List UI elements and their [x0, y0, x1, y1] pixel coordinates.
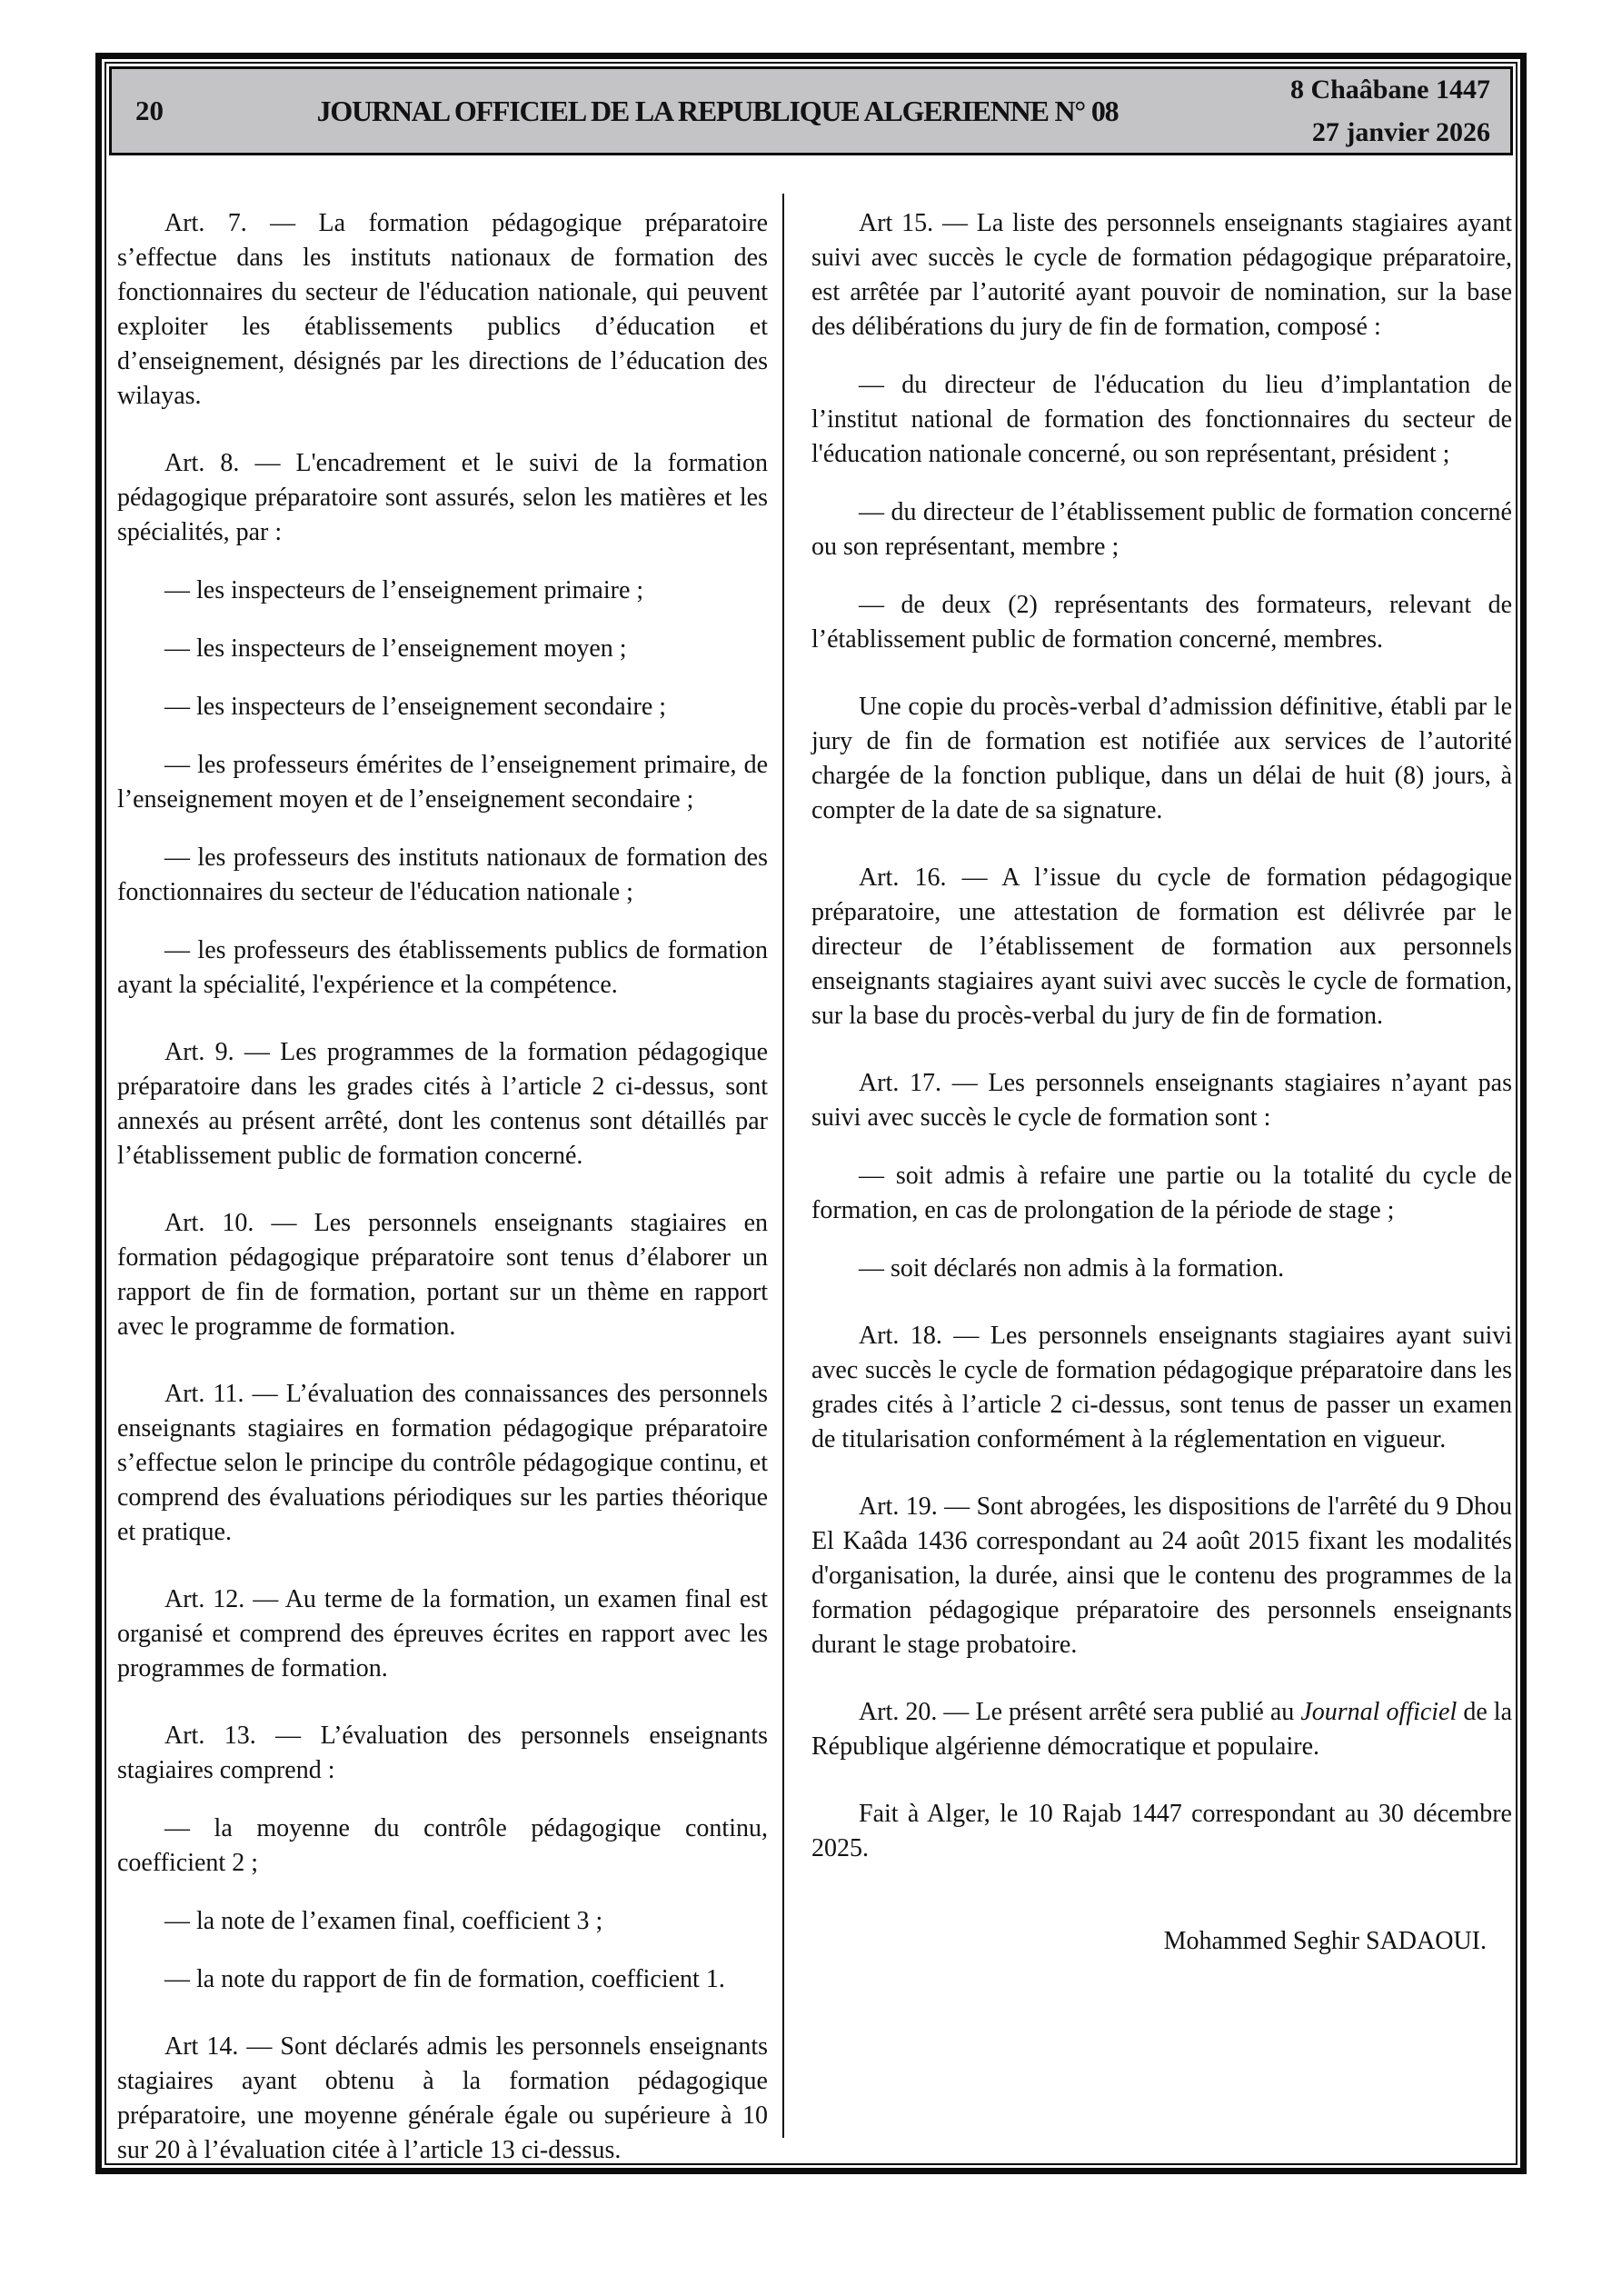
list-item: — les professeurs émérites de l’enseignement primaire, de l’enseignement moyen et de l’enseignement secondaire ;	[117, 751, 768, 814]
page-frame	[95, 53, 1527, 2174]
list-item: — les inspecteurs de l’enseignement primaire ;	[164, 576, 644, 604]
list-item: — les professeurs des établissements publics de formation ayant la spécialité, l'expérience et la compétence.	[117, 936, 768, 999]
article-20-text: Art. 20. — Le présent arrêté sera publié au	[859, 1698, 1301, 1726]
paragraph-fait-a-alger: Fait à Alger, le 10 Rajab 1447 correspondant au 30 décembre 2025.	[811, 1800, 1512, 1862]
article-16: Art. 16. — A l’issue du cycle de formation pédagogique préparatoire, une attestation de formation est délivrée par le directeur de l’établissement de formation aux personnels enseignants stagiaires ayant suivi avec succès le cycle de formation, sur la base du procès-verbal du jury de fin de formation.	[811, 863, 1512, 1030]
list-item: — les professeurs des instituts nationaux de formation des fonctionnaires du secteur de l'éducation nationale ;	[117, 844, 768, 906]
article-8: Art. 8. — L'encadrement et le suivi de la formation pédagogique préparatoire sont assurés, selon les matières et les spécialités, par :	[117, 449, 768, 546]
article-10: Art. 10. — Les personnels enseignants stagiaires en formation pédagogique préparatoire sont tenus d’élaborer un rapport de fin de formation, portant sur un thème en rapport avec le programme de formation.	[117, 1209, 768, 1341]
list-item: — la note du rapport de fin de formation, coefficient 1.	[164, 1965, 725, 1993]
list-item: — du directeur de l’établissement public de formation concerné ou son représentant, membre ;	[811, 498, 1512, 561]
article-20	[811, 1695, 1512, 1764]
list-item: — de deux (2) représentants des formateurs, relevant de l’établissement public de formation concerné, membres.	[811, 591, 1512, 654]
issue-date-gregorian: 27 janvier 2026	[1311, 117, 1490, 147]
list-item: — la moyenne du contrôle pédagogique continu, coefficient 2 ;	[117, 1814, 768, 1877]
article-13: Art. 13. — L’évaluation des personnels enseignants stagiaires comprend :	[117, 1722, 768, 1784]
list-item: — soit admis à refaire une partie ou la totalité du cycle de formation, en cas de prolongation de la période de stage ;	[811, 1162, 1512, 1224]
article-12: Art. 12. — Au terme de la formation, un examen final est organisé et comprend des épreuves écrites en rapport avec les programmes de formation.	[117, 1585, 768, 1682]
page-content	[106, 155, 1516, 2163]
right-column	[784, 155, 1516, 2163]
list-item: — la note de l’examen final, coefficient 3 ;	[164, 1907, 603, 1935]
article-18: Art. 18. — Les personnels enseignants stagiaires ayant suivi avec succès le cycle de formation pédagogique préparatoire dans les grades cités à l’article 2 ci-dessus, sont tenus de passer un examen de titularisation conformément à la réglementation en vigueur.	[811, 1322, 1512, 1453]
article-11: Art. 11. — L’évaluation des connaissances des personnels enseignants stagiaires en formation pédagogique préparatoire s’effectue selon le principe du contrôle pédagogique continu, et comprend des évaluations périodiques sur les parties théorique et pratique.	[117, 1380, 768, 1546]
article-20-text-end: de la République algérienne démocratique et populaire.	[811, 1698, 1512, 1761]
journal-title: JOURNAL OFFICIEL DE LA REPUBLIQUE ALGERIENNE N° 08	[316, 94, 1119, 127]
article-19: Art. 19. — Sont abrogées, les dispositions de l'arrêté du 9 Dhou El Kaâda 1436 correspondant au 24 août 2015 fixant les modalités d'organisation, la durée, ainsi que le contenu des programmes de la formation pédagogique préparatoire des personnels enseignants durant le stage probatoire.	[811, 1492, 1512, 1659]
page-header	[109, 66, 1513, 155]
page-frame-inner	[104, 62, 1518, 2165]
signature: Mohammed Seghir SADAOUI.	[1163, 1927, 1487, 1955]
article-15: Art 15. — La liste des personnels enseignants stagiaires ayant suivi avec succès le cycle de formation pédagogique préparatoire, est arrêtée par l’autorité ayant pouvoir de nomination, sur la base des délibérations du jury de fin de formation, composé :	[811, 209, 1512, 341]
issue-date-hijri: 8 Chaâbane 1447	[1289, 75, 1490, 105]
page-number: 20	[135, 95, 164, 126]
list-item: — du directeur de l'éducation du lieu d’implantation de l’institut national de formation des fonctionnaires du secteur de l'éducation nationale concerné, ou son représentant, président ;	[811, 371, 1512, 468]
list-item: — soit déclarés non admis à la formation.	[859, 1254, 1285, 1283]
journal-officiel-italic: Journal officiel	[1300, 1698, 1458, 1726]
list-item: — les inspecteurs de l’enseignement moyen ;	[164, 634, 627, 663]
left-column	[106, 155, 782, 2163]
list-item: — les inspecteurs de l’enseignement secondaire ;	[164, 693, 667, 721]
article-14: Art 14. — Sont déclarés admis les personnels enseignants stagiaires ayant obtenu à la formation pédagogique préparatoire, une moyenne générale égale ou supérieure à 10 sur 20 à l’évaluation citée à l’article 13 ci-dessus.	[117, 2032, 768, 2163]
article-7: Art. 7. — La formation pédagogique préparatoire s’effectue dans les instituts nationaux de formation des fonctionnaires du secteur de l'éducation nationale, qui peuvent exploiter les établissements publics d’éducation et d’enseignement, désignés par les directions de l’éducation des wilayas.	[117, 209, 768, 410]
article-17: Art. 17. — Les personnels enseignants stagiaires n’ayant pas suivi avec succès le cycle de formation sont :	[811, 1069, 1512, 1132]
article-9: Art. 9. — Les programmes de la formation pédagogique préparatoire dans les grades cités à l’article 2 ci-dessus, sont annexés au présent arrêté, dont les contenus sont détaillés par l’établissement public de formation concerné.	[117, 1038, 768, 1170]
paragraph-proces-verbal: Une copie du procès-verbal d’admission définitive, établi par le jury de fin de formation est notifiée aux services de l’autorité chargée de la fonction publique, dans un délai de huit (8) jours, à compter de la date de sa signature.	[811, 693, 1512, 824]
issue-date	[1190, 68, 1510, 154]
